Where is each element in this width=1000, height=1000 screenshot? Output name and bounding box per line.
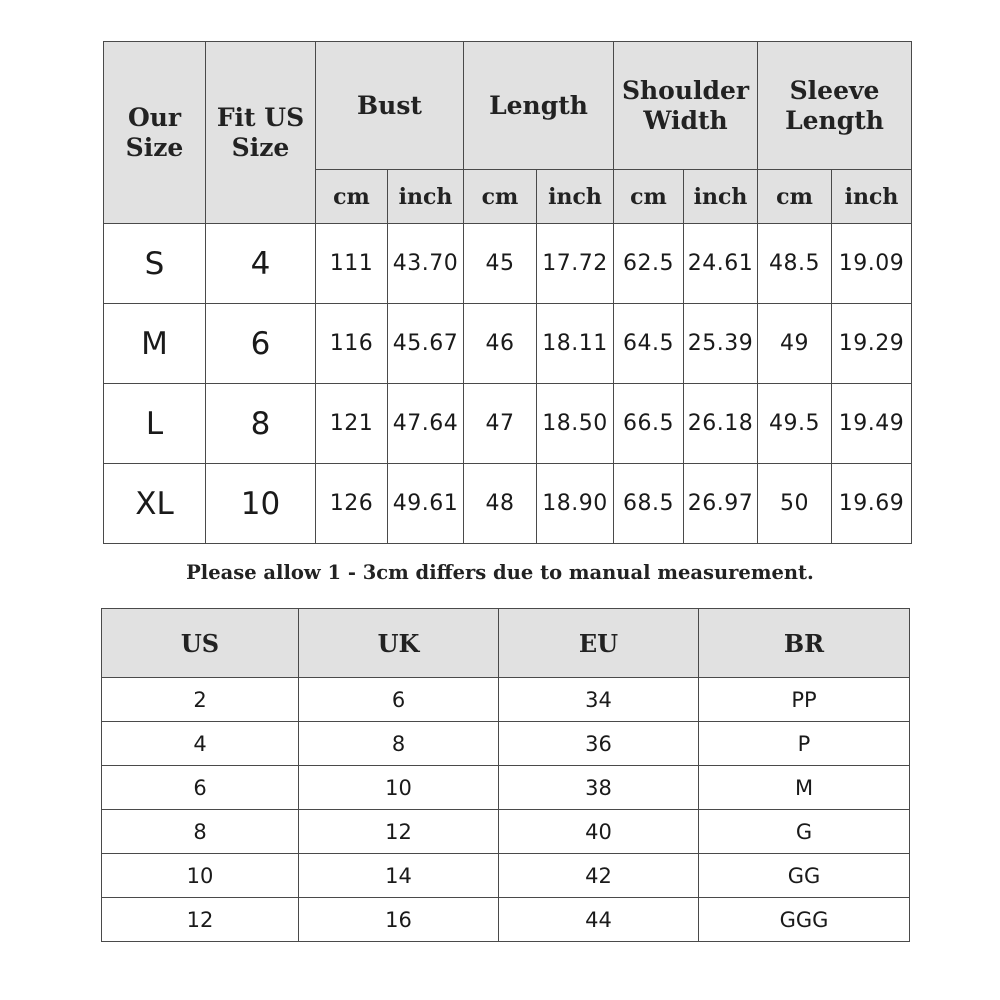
length-cm-cell: 48 bbox=[464, 464, 537, 544]
br-cell: GGG bbox=[699, 898, 910, 942]
bust-inch-cell: 49.61 bbox=[388, 464, 464, 544]
uk-cell: 10 bbox=[299, 766, 499, 810]
uk-cell: 12 bbox=[299, 810, 499, 854]
eu-cell: 34 bbox=[499, 678, 699, 722]
length-inch-cell: 18.50 bbox=[537, 384, 614, 464]
shoulder-cm-cell: 68.5 bbox=[614, 464, 684, 544]
size-row bbox=[104, 304, 912, 384]
header-length: Length bbox=[464, 42, 614, 170]
our-size-cell: S bbox=[104, 224, 206, 304]
header-uk: UK bbox=[299, 609, 499, 678]
our-size-cell: L bbox=[104, 384, 206, 464]
fit-us-size-cell: 6 bbox=[206, 304, 316, 384]
header-bust: Bust bbox=[316, 42, 464, 170]
bust-cm-cell: 116 bbox=[316, 304, 388, 384]
sleeve-inch-cell: 19.09 bbox=[832, 224, 912, 304]
size-row bbox=[104, 224, 912, 304]
conversion-row bbox=[102, 722, 910, 766]
header-our-size bbox=[104, 42, 206, 224]
header-sleeve-length-line2: Length bbox=[785, 105, 884, 135]
us-cell: 2 bbox=[102, 678, 299, 722]
eu-cell: 44 bbox=[499, 898, 699, 942]
header-shoulder-width bbox=[614, 42, 758, 170]
unit-shoulder-inch: inch bbox=[684, 170, 758, 224]
unit-bust-cm: cm bbox=[316, 170, 388, 224]
us-cell: 8 bbox=[102, 810, 299, 854]
us-cell: 6 bbox=[102, 766, 299, 810]
uk-cell: 14 bbox=[299, 854, 499, 898]
conversion-row bbox=[102, 766, 910, 810]
eu-cell: 42 bbox=[499, 854, 699, 898]
unit-length-inch: inch bbox=[537, 170, 614, 224]
us-cell: 12 bbox=[102, 898, 299, 942]
sleeve-cm-cell: 49.5 bbox=[758, 384, 832, 464]
bust-inch-cell: 47.64 bbox=[388, 384, 464, 464]
header-fit-us-size-line1: Fit US bbox=[216, 103, 305, 132]
bust-cm-cell: 126 bbox=[316, 464, 388, 544]
header-sleeve-length bbox=[758, 42, 912, 170]
length-inch-cell: 18.11 bbox=[537, 304, 614, 384]
header-fit-us-size-line2: Size bbox=[231, 132, 290, 162]
header-eu: EU bbox=[499, 609, 699, 678]
bust-inch-cell: 43.70 bbox=[388, 224, 464, 304]
conversion-row bbox=[102, 810, 910, 854]
sleeve-inch-cell: 19.29 bbox=[832, 304, 912, 384]
fit-us-size-cell: 8 bbox=[206, 384, 316, 464]
sleeve-inch-cell: 19.69 bbox=[832, 464, 912, 544]
br-cell: M bbox=[699, 766, 910, 810]
conversion-row bbox=[102, 678, 910, 722]
header-shoulder-width-line2: Width bbox=[643, 105, 728, 135]
measurement-note: Please allow 1 - 3cm differs due to manual measurement. bbox=[186, 561, 814, 584]
us-cell: 4 bbox=[102, 722, 299, 766]
header-our-size-line2: Size bbox=[125, 132, 184, 162]
length-cm-cell: 47 bbox=[464, 384, 537, 464]
shoulder-inch-cell: 24.61 bbox=[684, 224, 758, 304]
bust-cm-cell: 121 bbox=[316, 384, 388, 464]
length-cm-cell: 45 bbox=[464, 224, 537, 304]
header-our-size-line1: Our bbox=[127, 103, 182, 132]
uk-cell: 16 bbox=[299, 898, 499, 942]
header-sleeve-length-line1: Sleeve bbox=[789, 76, 880, 105]
br-cell: G bbox=[699, 810, 910, 854]
our-size-cell: XL bbox=[104, 464, 206, 544]
eu-cell: 38 bbox=[499, 766, 699, 810]
shoulder-inch-cell: 26.18 bbox=[684, 384, 758, 464]
shoulder-cm-cell: 66.5 bbox=[614, 384, 684, 464]
length-inch-cell: 18.90 bbox=[537, 464, 614, 544]
header-fit-us-size bbox=[206, 42, 316, 224]
sleeve-cm-cell: 49 bbox=[758, 304, 832, 384]
size-row bbox=[104, 464, 912, 544]
us-cell: 10 bbox=[102, 854, 299, 898]
length-cm-cell: 46 bbox=[464, 304, 537, 384]
br-cell: PP bbox=[699, 678, 910, 722]
unit-bust-inch: inch bbox=[388, 170, 464, 224]
sleeve-cm-cell: 48.5 bbox=[758, 224, 832, 304]
unit-length-cm: cm bbox=[464, 170, 537, 224]
bust-cm-cell: 111 bbox=[316, 224, 388, 304]
fit-us-size-cell: 10 bbox=[206, 464, 316, 544]
shoulder-cm-cell: 62.5 bbox=[614, 224, 684, 304]
header-us: US bbox=[102, 609, 299, 678]
br-cell: P bbox=[699, 722, 910, 766]
sleeve-cm-cell: 50 bbox=[758, 464, 832, 544]
conversion-row bbox=[102, 854, 910, 898]
unit-shoulder-cm: cm bbox=[614, 170, 684, 224]
unit-sleeve-cm: cm bbox=[758, 170, 832, 224]
bust-inch-cell: 45.67 bbox=[388, 304, 464, 384]
size-row bbox=[104, 384, 912, 464]
uk-cell: 6 bbox=[299, 678, 499, 722]
shoulder-inch-cell: 26.97 bbox=[684, 464, 758, 544]
br-cell: GG bbox=[699, 854, 910, 898]
uk-cell: 8 bbox=[299, 722, 499, 766]
size-chart-table bbox=[103, 41, 912, 544]
header-br: BR bbox=[699, 609, 910, 678]
conversion-row bbox=[102, 898, 910, 942]
shoulder-cm-cell: 64.5 bbox=[614, 304, 684, 384]
fit-us-size-cell: 4 bbox=[206, 224, 316, 304]
length-inch-cell: 17.72 bbox=[537, 224, 614, 304]
header-shoulder-width-line1: Shoulder bbox=[621, 76, 750, 105]
our-size-cell: M bbox=[104, 304, 206, 384]
sleeve-inch-cell: 19.49 bbox=[832, 384, 912, 464]
unit-sleeve-inch: inch bbox=[832, 170, 912, 224]
shoulder-inch-cell: 25.39 bbox=[684, 304, 758, 384]
eu-cell: 36 bbox=[499, 722, 699, 766]
size-conversion-table bbox=[101, 608, 910, 942]
eu-cell: 40 bbox=[499, 810, 699, 854]
